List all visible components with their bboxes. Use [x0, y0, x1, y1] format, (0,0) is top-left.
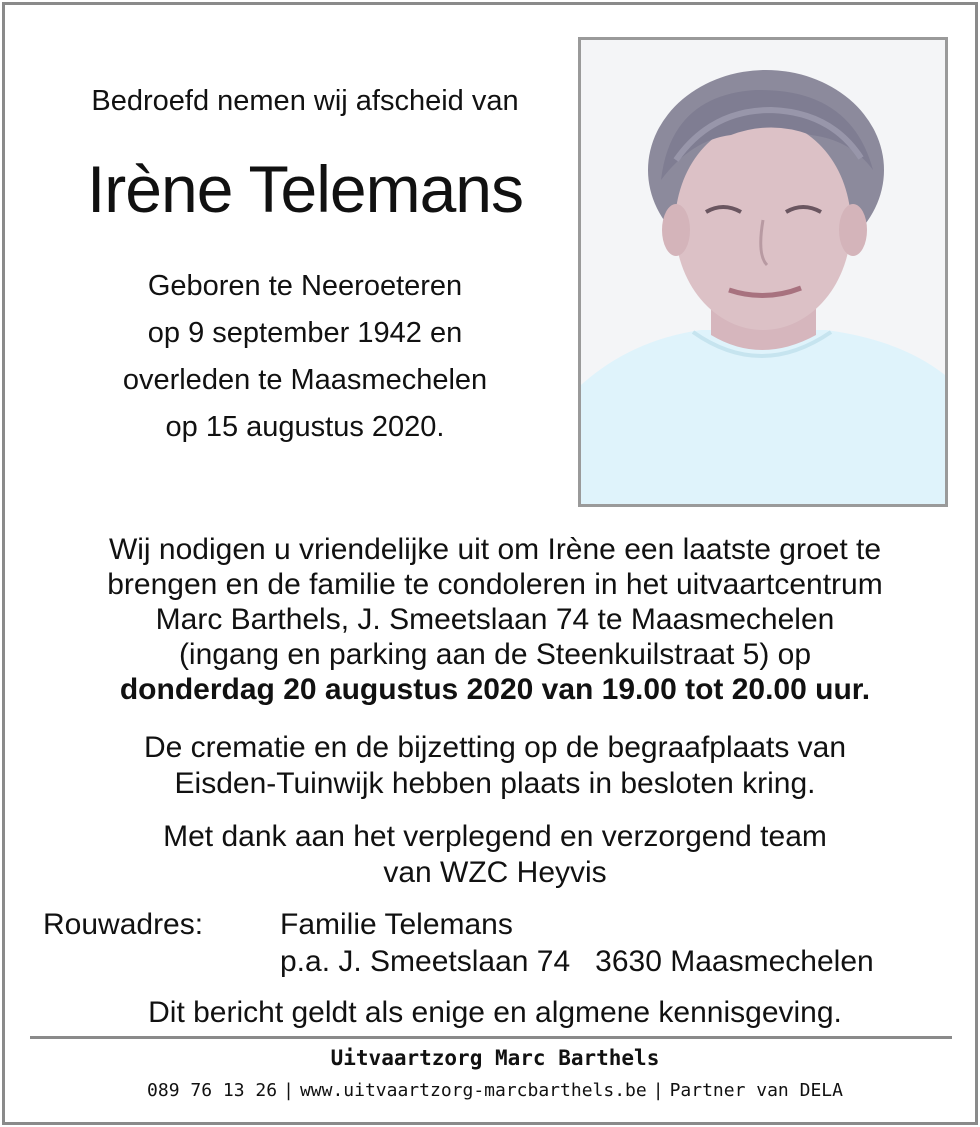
- death-notice-card: [2, 2, 978, 1125]
- partner-text: Partner van DELA: [669, 1080, 843, 1101]
- funeral-home-name: Uitvaartzorg Marc Barthels: [330, 1046, 660, 1070]
- thanks-line: Met dank aan het verplegend en verzorgend team: [163, 820, 827, 853]
- website-link[interactable]: www.uitvaartzorg-marcbarthels.be: [299, 1080, 647, 1101]
- cremation-info: [5, 730, 980, 802]
- thanks-line: van WZC Heyvis: [383, 856, 607, 889]
- invite-line: Wij nodigen u vriendelijke uit om Irène een laatste groet te: [108, 533, 882, 566]
- separator: |: [652, 1080, 664, 1101]
- address-line-1: Familie Telemans: [280, 908, 513, 941]
- invitation-text: [5, 532, 980, 707]
- intro-text: Bedroefd nemen wij afscheid van: [91, 85, 519, 117]
- footer-divider: [30, 1036, 952, 1039]
- address-line-2: p.a. J. Smeetslaan 74 3630 Maasmechelen: [280, 945, 874, 978]
- footer-contact: [5, 1080, 980, 1101]
- phone-number: 089 76 13 26: [147, 1080, 278, 1101]
- birth-line: overleden te Maasmechelen: [122, 364, 488, 396]
- birth-line: op 9 september 1942 en: [147, 317, 463, 349]
- thanks-text: [5, 819, 980, 891]
- separator: |: [283, 1080, 294, 1101]
- portrait-image: [581, 40, 945, 504]
- birth-line: op 15 augustus 2020.: [165, 411, 445, 443]
- visitation-date: donderdag 20 augustus 2020 van 19.00 tot 20.00 uur.: [119, 673, 871, 706]
- portrait-photo: [578, 37, 948, 507]
- address-label: Rouwadres:: [43, 908, 204, 941]
- invite-line: brengen en de familie te condoleren in het uitvaartcentrum: [107, 568, 883, 601]
- invite-line: (ingang en parking aan de Steenkuilstraat 5) op: [178, 638, 812, 671]
- cremation-line: Eisden-Tuinwijk hebben plaats in besloten kring.: [174, 767, 816, 800]
- cremation-line: De crematie en de bijzetting op de begraafplaats van: [143, 731, 847, 764]
- birth-line: Geboren te Neeroeteren: [147, 270, 463, 302]
- invite-line: Marc Barthels, J. Smeetslaan 74 te Maasmechelen: [155, 603, 835, 636]
- closing-notice: Dit bericht geldt als enige en algmene kennisgeving.: [148, 996, 842, 1029]
- deceased-name: Irène Telemans: [86, 152, 524, 226]
- birth-death-info: [5, 263, 605, 451]
